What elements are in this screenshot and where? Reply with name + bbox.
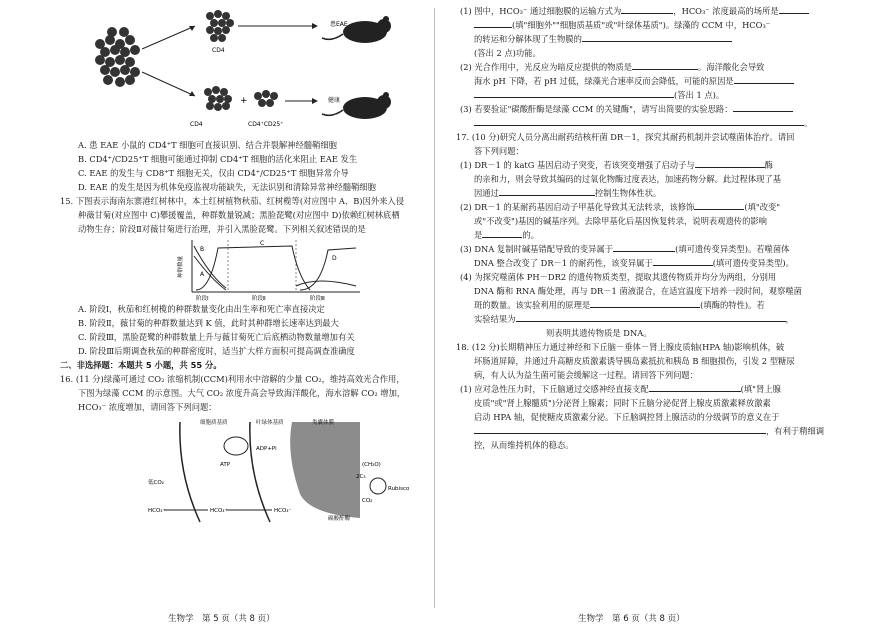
q16-stem-3: HCO₃⁻ 浓度增加，请回答下列问题：	[78, 402, 217, 412]
q17-item-4-line4: 实验结果为	[474, 314, 516, 324]
q16-item-1-line4: (答出 2 点)功能。	[474, 48, 541, 58]
fig2-stage2: 阶段Ⅱ	[252, 296, 266, 302]
right-page: (1) 图中，HCO₃⁻ 通过细胞膜的运输方式为 ，HCO₃⁻ 浓度最高的场所是 (填"细胞外""细胞质基质"或"叶绿体基质")。绿藻的 CCM 中，HCO₃⁻ 的转运和分解体现了生物膜的 (答出 2 点)功能。 (2) 光合作用中，光反应为暗反应提供的物质是 。海洋酸化会导致 海水 pH 下降，若 pH 过低，绿藻光合速率反而会降低，可能的原因是 (答出 1 点)。 (3) 若要验证"碳酸酐酶是绿藻 CCM 的关键酶"，请写出简要的实验思路： 。 17. (10 分)研究人员分离出耐药结核杆菌 DR－1，探究其耐药机制并尝试噬菌体治疗。请回 答下列问题： (1) DR－1 的 katG 基因启动子突变，若该突变增强了启动子与 酶 的亲和力，则会导致其编码的过氧化物酶过度表达，加速药物分解。此过程体现了基 因通过 控制生物体性状。 (2) DR－1 的某耐药基因启动子甲基化导致其无法转录，该修饰 (填"改变" 或"不改变")基因的碱基序列。去除甲基化后基因恢复转录，说明表观遗传的影响 是 的。 (3) DNA 复制时碱基错配导致的变异属于 (填可遗传变异类型)。若噬菌体 DNA 整合改变了 DR－1 的耐药性，该变异属于 (填可遗传变异类型)。 (4) 为探究噬菌体 PH－DR2 的遗传物质类型，提取其遗传物质并均分为两组，分别用 DNA 酶和 RNA 酶处理，再与 DR－1 菌液混合，在适宜温度下培养一段时间，观察噬菌 斑的数量。该实验利用的原理是 (填酶的特性)。若 实验结果为 ， 则表明其遗传物质是 DNA。 18. (12 分)长期精神压力通过神经和下丘脑－垂体－肾上腺皮质轴(HPA 轴)影响机体，破 坏肠道屏障，并通过升高糖皮质激素诱导胰岛素抵抗和胰岛 B 细胞损伤，引发 2 型糖尿 病，有人认为益生菌可能会缓解这一过程。请回答下列问题： (1) 应对急性压力时，下丘脑通过交感神经直接支配 (填"肾上腺 皮质"或"肾上腺髓质")分泌肾上腺素；同时下丘脑分泌促肾上腺皮质激素释放激素 启动 HPA 轴，促使糖皮质激素分泌。下丘脑调控肾上腺活动的分级调节的意义在于 ，有利于精细调 控，从而维持机体的稳态。 生物学 第 6 页（共 8 页）	[438, 0, 870, 630]
fig2-ylabel: 种群数量	[178, 255, 184, 278]
fig3-stroma-label: 叶绿体基质	[256, 420, 284, 426]
fig3-lowco2: 低CO₂	[148, 480, 164, 486]
fig2-stage1: 阶段Ⅰ	[196, 296, 209, 302]
fig3-atp: ATP	[220, 462, 231, 468]
q17-item-1-line2: 的亲和力，则会导致其编码的过氧化物酶过度表达，加速药物分解。此过程体现了基	[474, 174, 781, 184]
fig3-rubisco: Rubisco	[388, 486, 410, 492]
q15-stem-3: 动物生存；阶段Ⅱ对薇甘菊进行治理，并引入黑脸琵鹭。下列相关叙述错误的是	[78, 224, 366, 234]
fig1-mouse-bottom-label: 健康	[328, 97, 341, 104]
fig2-curve-c: C	[260, 240, 265, 247]
q15-option-d: D. 阶段Ⅲ后期调查秋茄的种群密度时，适当扩大样方面积可提高调查准确度	[78, 346, 355, 356]
q14-option-a: A. 患 EAE 小鼠的 CD4⁺T 细胞可直接识别、结合并裂解神经髓鞘细胞	[78, 140, 337, 150]
page-divider	[434, 8, 435, 608]
fig3-adp: ADP+Pi	[256, 446, 277, 452]
q16-stem-2: 下图为绿藻 CCM 的示意图。大气 CO₂ 浓度升高会导致海洋酸化，海水溶解 CO₂ 增加，	[78, 388, 406, 398]
fig3-c3: 2C₃	[356, 474, 366, 480]
q18-stem-1: 18. (12 分)长期精神压力通过神经和下丘脑－垂体－肾上腺皮质轴(HPA 轴)影响机体，破	[456, 342, 785, 352]
fig2-stage3: 阶段Ⅲ	[310, 296, 325, 302]
q15-stem-1: 15. 下图表示海南东寨港红树林中，本土红树植物秋茄、红树榄等(对应图中 A、B)因外来入侵	[60, 196, 405, 206]
q17-item-3-line1: (3) DNA 复制时碱基错配导致的变异属于	[460, 244, 614, 254]
fig1-mouse-top-label: 患EAE	[330, 21, 348, 28]
q17-item-1-line1: (1) DR－1 的 katG 基因启动子突变，若该突变增强了启动子与	[460, 160, 695, 170]
fig3-hco3-cytosol: HCO₃⁻	[210, 508, 228, 514]
fig3-co2: CO₂	[362, 498, 373, 504]
fig1-label-cd4: CD4	[212, 47, 225, 54]
section-two-heading: 二、非选择题：本题共 5 小题，共 55 分。	[60, 360, 222, 370]
left-page-footer: 生物学 第 5 页（共 8 页）	[168, 614, 275, 624]
q14-option-b: B. CD4⁺/CD25⁺T 细胞可能通过抑制 CD4⁺T 细胞的活化来阻止 EAE 发生	[78, 154, 358, 164]
q17-item-4-line1: (4) 为探究噬菌体 PH－DR2 的遗传物质类型，提取其遗传物质并均分为两组，分别用	[460, 272, 777, 282]
q16-stem-1: 16. (11 分)绿藻可通过 CO₂ 浓缩机制(CCM)利用水中溶解的少量 CO₂，维持高效光合作用，	[60, 374, 405, 384]
q16-item-1-line3: 的转运和分解体现了生物膜的	[474, 34, 582, 44]
q14-option-d: D. EAE 的发生是因为机体免疫监视功能缺失，无法识别和清除异常神经髓鞘细胞	[78, 182, 376, 192]
fig2-curve-d: D	[332, 255, 337, 262]
q16-item-2-line3: (答出 1 点)。	[674, 90, 725, 100]
figure-ccm-diagram	[60, 414, 420, 524]
q18-stem-2: 坏肠道屏障，并通过升高糖皮质激素诱导胰岛素抵抗和胰岛 B 细胞损伤，引发 2 型糖尿	[474, 356, 795, 366]
q17-item-4-line3: 斑的数量。该实验利用的原理是	[474, 300, 591, 310]
q16-item-3-end: 。	[804, 118, 813, 128]
fig2-curve-a: A	[200, 271, 205, 278]
q18-stem-3: 病，有人认为益生菌可能会缓解这一过程。请回答下列问题：	[474, 370, 699, 380]
fig1-label-cd4-bottom: CD4	[190, 121, 203, 128]
q18-item-1-line2: 皮质"或"肾上腺髓质")分泌肾上腺素；同时下丘脑分泌促肾上腺皮质激素释放激素	[474, 398, 771, 408]
left-page	[0, 0, 432, 630]
q17-item-1-line3: 因通过	[474, 188, 499, 198]
fig1-plus: +	[240, 96, 248, 106]
figure-eae-experiment	[60, 4, 420, 134]
q16-item-1-line2: (填"细胞外""细胞质基质"或"叶绿体基质")。绿藻的 CCM 中，HCO₃⁻	[512, 20, 771, 30]
q16-item-2-line1: (2) 光合作用中，光反应为暗反应提供的物质是	[460, 62, 633, 72]
q18-item-1-line3: 启动 HPA 轴，促使糖皮质激素分泌。下丘脑调控肾上腺活动的分级调节的意义在于	[474, 412, 780, 422]
q15-stem-2: 种薇甘菊(对应图中 C)攀援覆盖，种群数量锐减；黑脸琵鹭(对应图中 D)依赖红树林底栖	[78, 210, 400, 220]
q15-option-c: C. 阶段Ⅲ，黑脸琵鹭的种群数量上升与薇甘菊死亡后底栖动物数量增加有关	[78, 332, 355, 342]
fig3-thylakoid-label: 类囊体膜	[312, 420, 335, 426]
fig3-carbonic-anhydrase: 碳酸酐酶	[328, 516, 351, 522]
q17-item-4-line5: 则表明其遗传物质是 DNA。	[546, 328, 652, 338]
q16-item-2-line2: 海水 pH 下降，若 pH 过低，绿藻光合速率反而会降低，可能的原因是	[474, 76, 734, 86]
q18-item-1-line1: (1) 应对急性压力时，下丘脑通过交感神经直接支配	[460, 384, 649, 394]
q17-item-2-line3: 是	[474, 230, 483, 240]
q17-item-2-line1: (2) DR－1 的某耐药基因启动子甲基化导致其无法转录，该修饰	[460, 202, 695, 212]
fig3-hco3-stroma: HCO₃⁻	[274, 508, 292, 514]
q17-item-2-line2: 或"不改变")基因的碱基序列。去除甲基化后基因恢复转录，说明表观遗传的影响	[474, 216, 767, 226]
q17-stem-1: 17. (10 分)研究人员分离出耐药结核杆菌 DR－1，探究其耐药机制并尝试噬菌体治疗。请回	[456, 132, 795, 142]
right-page-footer: 生物学 第 6 页（共 8 页）	[578, 614, 685, 624]
q16-item-1-line1: (1) 图中，HCO₃⁻ 通过细胞膜的运输方式为 ，HCO₃⁻ 浓度最高的场所是	[456, 4, 856, 18]
q14-option-c: C. EAE 的发生与 CD8⁺T 细胞无关，仅由 CD4⁺/CD25⁺T 细胞异常介导	[78, 168, 349, 178]
q17-item-4-line2: DNA 酶和 RNA 酶处理，再与 DR－1 菌液混合，在适宜温度下培养一段时间，观察噬菌	[474, 286, 802, 296]
q18-item-1-line4: ，有利于精细调	[766, 426, 825, 436]
fig3-ch2o: (CH₂O)	[362, 462, 381, 468]
q18-item-1-line5: 控，从而维持机体的稳态。	[474, 440, 574, 450]
fig2-curve-b: B	[200, 246, 205, 253]
fig1-label-cd4cd25: CD4⁺CD25⁺	[248, 121, 284, 128]
fig3-cytoplasm-label: 细胞质基质	[200, 420, 228, 426]
q15-option-b: B. 阶段Ⅱ，薇甘菊的种群数量达到 K 值，此时其种群增长速率达到最大	[78, 318, 339, 328]
figure-population-curves	[60, 236, 420, 302]
q17-stem-2: 答下列问题：	[474, 146, 524, 156]
q16-item-3-line1: (3) 若要验证"碳酸酐酶是绿藻 CCM 的关键酶"，请写出简要的实验思路：	[460, 104, 733, 114]
q15-option-a: A. 阶段Ⅰ，秋茄和红树榄的种群数量变化由出生率和死亡率直接决定	[78, 304, 325, 314]
q17-item-3-line2: DNA 整合改变了 DR－1 的耐药性，该变异属于	[474, 258, 653, 268]
fig3-hco3-outside: HCO₃⁻	[148, 508, 166, 514]
